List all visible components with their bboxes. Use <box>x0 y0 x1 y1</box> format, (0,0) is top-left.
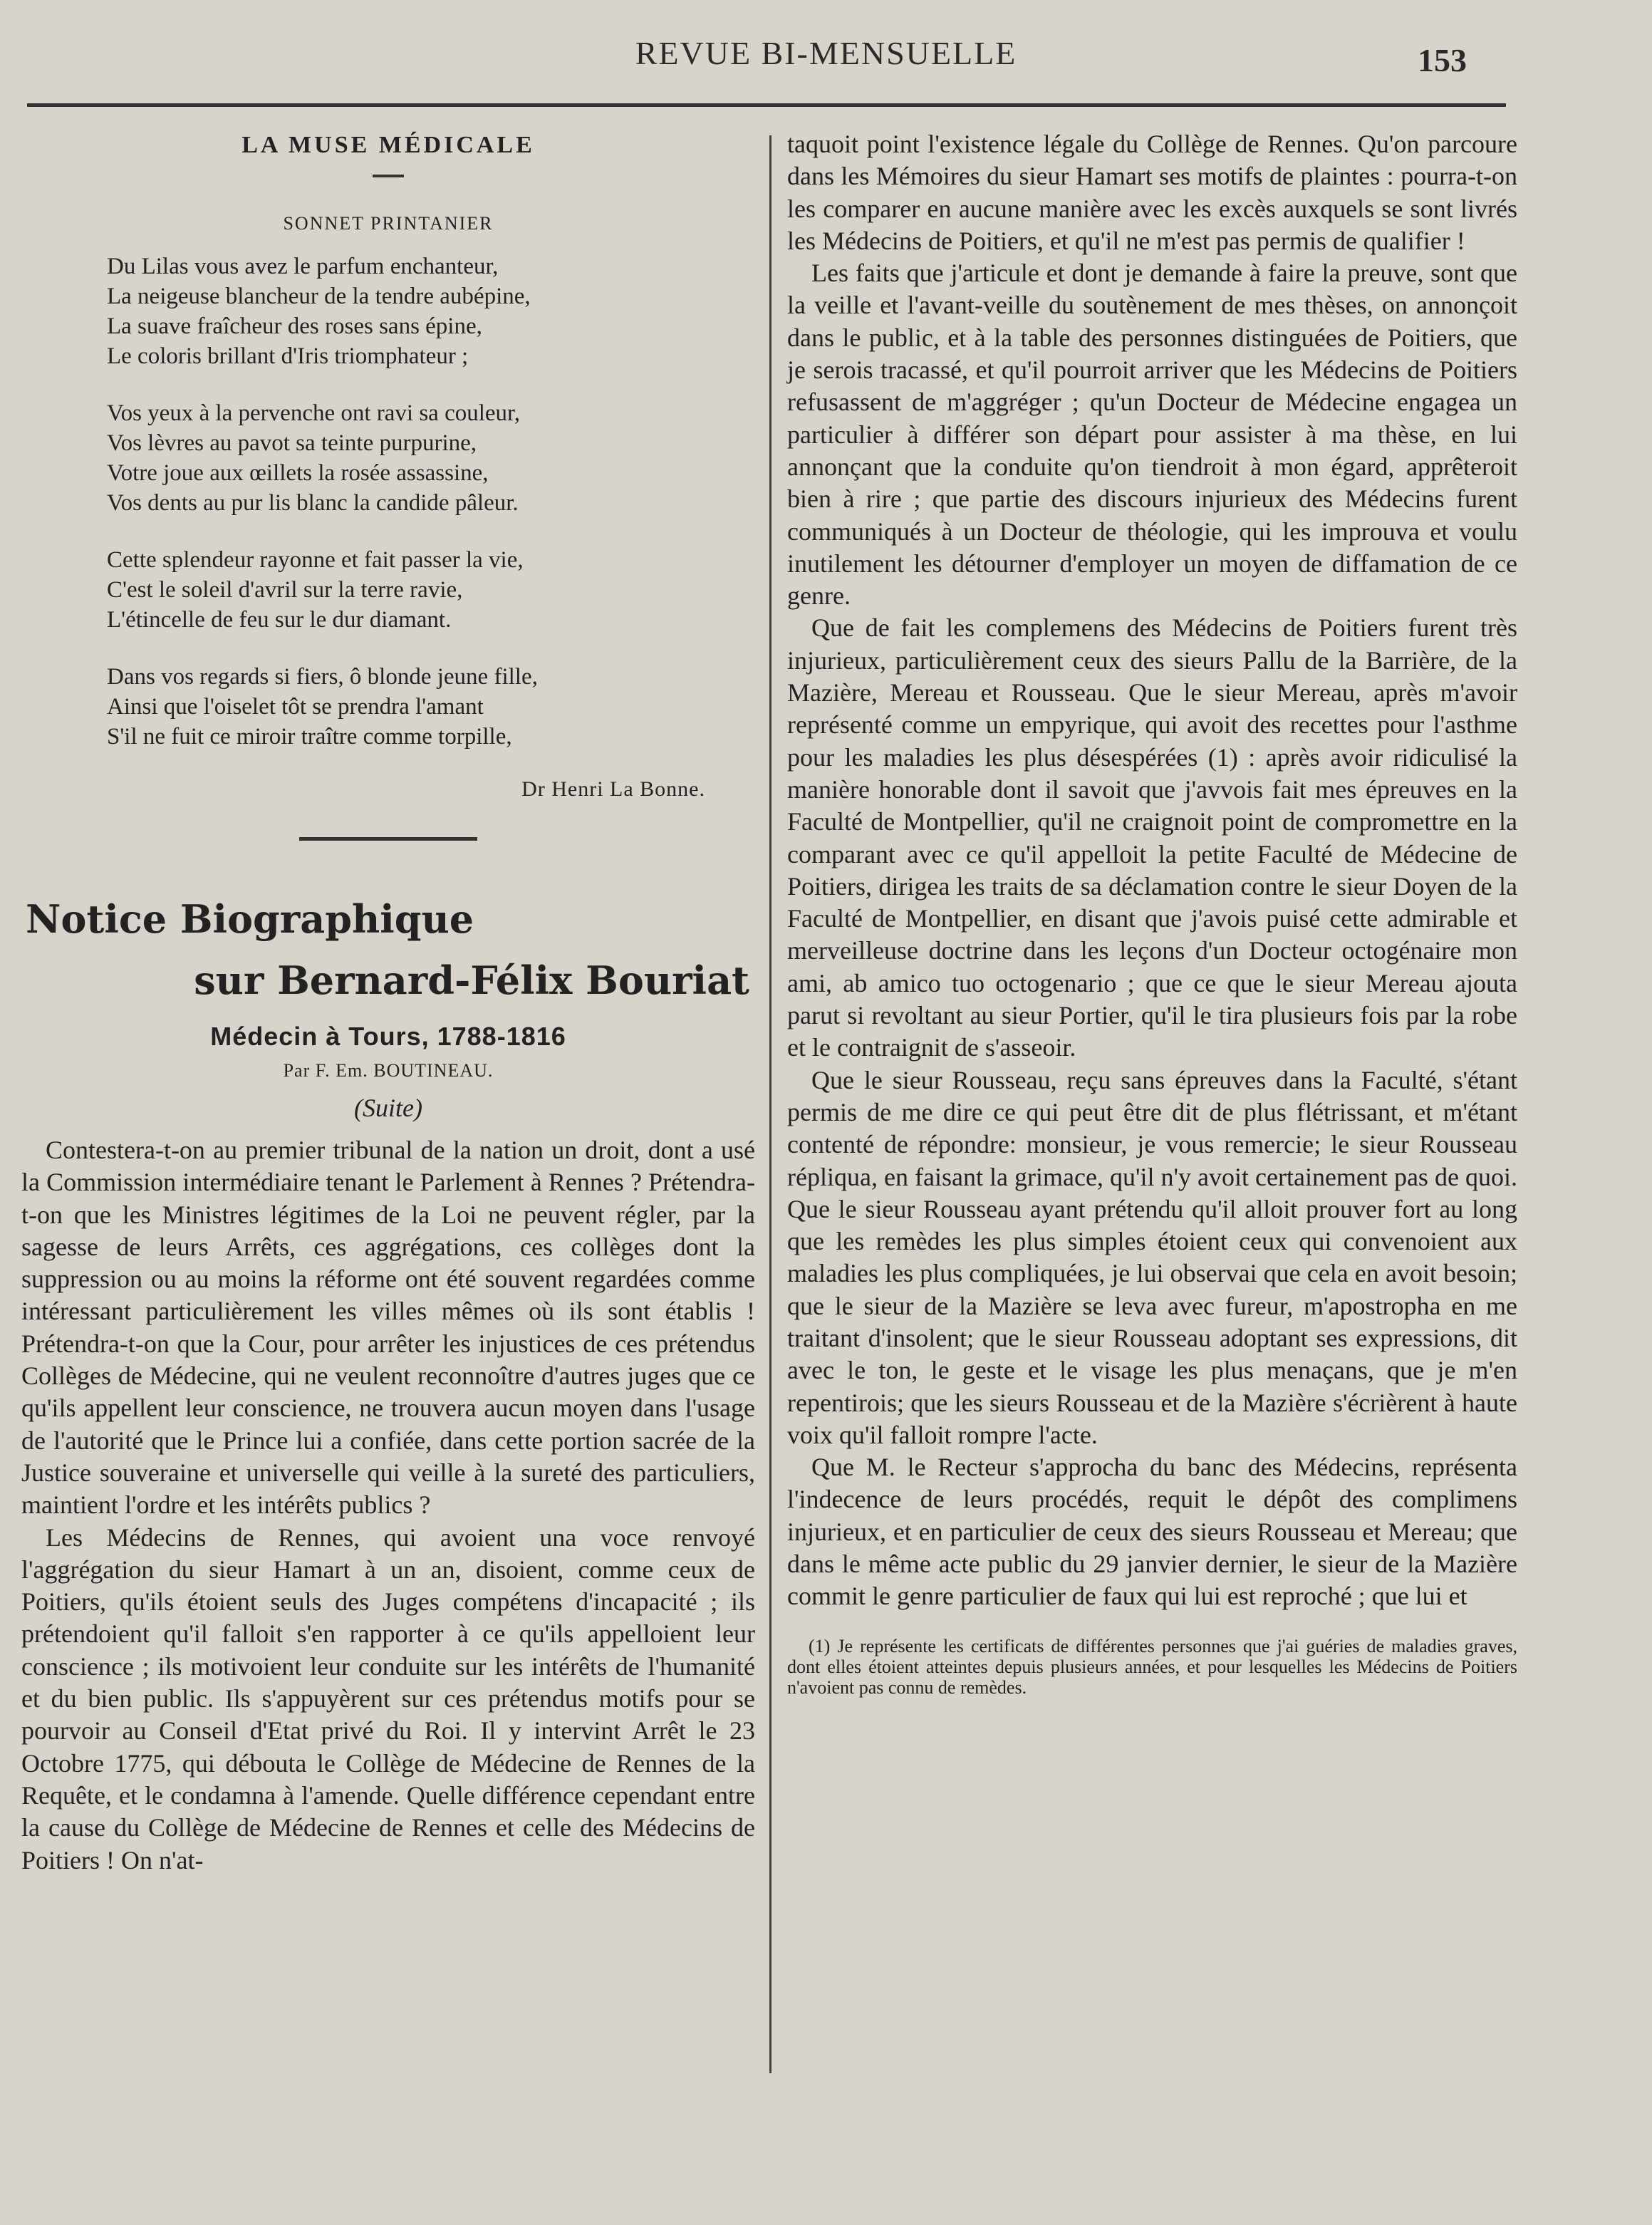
article-subtitle: Médecin à Tours, 1788-1816 <box>210 1022 566 1051</box>
verse-line: Vos yeux à la pervenche ont ravi sa couleur, <box>107 400 520 426</box>
body-paragraph: Contestera-t-on au premier tribunal de la nation un droit, dont a usé la Commission intermédiaire tenant le Parlement à Rennes ? Prétendra-t-on que les Ministres légitimes de la Loi ne peuvent régler, par la sagesse de leurs Arrêts, ces aggrégations, ces collèges dont la suppression ou au moins la réforme ont été souvent regardées comme intéressant particulièrement les villes mêmes où ils sont établis ! Prétendra-t-on que la Cour, pour arrêter les injustices de ces prétendus Collèges de Médecine, qui ne veulent reconnoître d'autres juges que ce qu'ils appellent leur conscience, ne trouvera aucun moyen dans l'usage de l'autorité que le Prince lui a confiée, dans cette portion sacrée de la Justice souveraine et universelle qui veille à la sureté des particuliers, maintient l'ordre et les intérêts publics ? <box>21 1136 755 1520</box>
verse-line: C'est le soleil d'avril sur la terre ravie, <box>107 577 463 603</box>
continuation-note: (Suite) <box>354 1094 422 1122</box>
article-heading-line-1: Notice Biographique <box>26 896 474 942</box>
verse-line: L'étincelle de feu sur le dur diamant. <box>107 607 452 633</box>
header-rule <box>27 103 1506 107</box>
body-paragraph: Les faits que j'articule et dont je demande à faire la preuve, sont que la veille et l'avant-veille du soutènement de mes thèses, on annonçoit dans le public, et à la table des personnes distinguées de Poitiers, que je serois tracassé, et qu'il pourroit arriver que les Médecins de Poitiers refusassent de m'aggréger ; qu'un Docteur de Médecine engagea un particulier à différer son départ pour assister à ma thèse, en lui annonçant que la conduite qu'on tiendroit à mon égard, apprêteroit bien à rire ; que partie des discours injurieux des Médecins furent communiqués à un Docteur de théologie, qui les improuva et voulu inutilement les détourner d'employer un moyen de diffamation de ce genre. <box>787 259 1517 611</box>
article-heading-line-2: sur Bernard-Félix Bouriat <box>194 958 749 1003</box>
verse-line: Vos dents au pur lis blanc la candide pâleur. <box>107 490 519 516</box>
body-paragraph: Que M. le Recteur s'approcha du banc des Médecins, représenta l'indecence de leurs procédés, requit le dépôt des complimens injurieux, et en particulier de ceux des sieurs Rousseau et Mereau; que dans le même acte public du 29 janvier dernier, le sieur de la Mazière commit le genre particulier de faux qui lui est reproché ; que lui et <box>787 1453 1517 1611</box>
body-paragraph: taquoit point l'existence légale du Collège de Rennes. Qu'on parcoure dans les Mémoires du sieur Hamart ses motifs de plaintes : pourra-t-on les comparer en aucune manière avec les excès auxquels se sont livrés les Médecins de Poitiers, et qu'il ne m'est pas permis de qualifier ! <box>787 130 1517 255</box>
verse-line: Le coloris brillant d'Iris triomphateur ; <box>107 343 469 369</box>
sonnet-stanza <box>107 545 755 635</box>
sonnet-title: SONNET PRINTANIER <box>283 213 494 234</box>
poem-signature: Dr Henri La Bonne. <box>521 777 705 801</box>
sonnet-stanza <box>107 662 755 752</box>
left-column <box>21 128 755 1877</box>
verse-line: Ainsi que l'oiselet tôt se prendra l'amant <box>107 694 484 720</box>
body-paragraph: Les Médecins de Rennes, qui avoient una voce renvoyé l'aggrégation du sieur Hamart à un an, disoient, comme ceux de Poitiers, qu'ils étoient seuls des Juges compétens d'incapacité ; ils prétendoient qu'il falloit s'en rapporter à ce qu'ils appelloient leur conscience ; ils motivoient leur conduite sur les intérêts de l'humanité et du bien public. Ils s'appuyèrent sur ces prétendus motifs pour se pourvoir au Conseil d'Etat privé du Roi. Il y intervint Arrêt le 23 Octobre 1775, qui débouta le Collège de Médecine de Rennes de la Requête, et le condamna à l'amende. Quelle différence cependant entre la cause du Collège de Médecine de Rennes et celle des Médecins de Poitiers ! On n'at- <box>21 1523 755 1874</box>
footnote: (1) Je représente les certificats de différentes personnes que j'ai guéries de maladies graves, dont elles étoient atteintes depuis plusieurs années, et pour lesquelles les Médecins de Poitiers n'avoient pas connu de remèdes. <box>787 1635 1517 1698</box>
verse-line: La neigeuse blancheur de la tendre aubépine, <box>107 284 531 309</box>
verse-line: Votre joue aux œillets la rosée assassine, <box>107 460 489 486</box>
section-title: LA MUSE MÉDICALE <box>241 132 535 158</box>
column-divider <box>769 135 772 2073</box>
sonnet-stanza <box>107 398 755 518</box>
verse-line: S'il ne fuit ce miroir traître comme torpille, <box>107 724 512 750</box>
body-paragraph: Que de fait les complemens des Médecins de Poitiers furent très injurieux, particulièrement ceux des sieurs Pallu de la Barrière, de la Mazière, Mereau et Rousseau. Que le sieur Mereau, après m'avoir représenté comme un empyrique, qui avoit des recettes pour l'asthme pour les maladies les plus désespérées (1) : après avoir ridiculisé la manière honorable dont il savoit que j'avvois fait mes épreuves en la Faculté de Montpellier, qu'il ne craignoit point de compromettre en la comparant avec ce qu'il appelloit la petite Faculté de Médecine de Poitiers, dirigea les traits de sa déclamation contre le sieur Doyen de la Faculté de Montpellier, en disant que j'avois puisé cette admirable et merveilleuse doctrine dans les leçons d'un Docteur octogénaire mon ami, ab amico tuo octogenario ; que ce que le sieur Mereau ajouta parut si revoltant au sieur Portier, qu'il le tira plusieurs fois par la robe et le contraignit de s'asseoir. <box>787 613 1517 1062</box>
verse-line: Vos lèvres au pavot sa teinte purpurine, <box>107 430 477 456</box>
running-header: REVUE BI-MENSUELLE <box>635 35 1017 71</box>
title-dash <box>373 175 404 177</box>
verse-line: Cette splendeur rayonne et fait passer la vie, <box>107 547 524 573</box>
verse-line: Dans vos regards si fiers, ô blonde jeune fille, <box>107 664 538 690</box>
verse-line: Du Lilas vous avez le parfum enchanteur, <box>107 254 499 279</box>
sonnet-stanza <box>107 251 755 371</box>
verse-line: La suave fraîcheur des roses sans épine, <box>107 313 482 339</box>
section-separator <box>299 837 477 841</box>
body-paragraph: Que le sieur Rousseau, reçu sans épreuves dans la Faculté, s'étant permis de me dire ce qui peut être dit de plus flétrissant, et m'étant contenté de répondre: monsieur, je vous remercie; le sieur Rousseau répliqua, en faisant la grimace, qu'il n'y avoit certainement pas de quoi. Que le sieur Rousseau ayant prétendu qu'il alloit prouver fort au long que les remèdes les plus simples étoient ceux qui convenoient aux maladies les plus compliquées, je lui observai que cela en avoit besoin; que le sieur de la Mazière se leva avec fureur, m'apostropha en me traitant d'insolent; que le sieur Rousseau adoptant ses expressions, dit avec le ton, le geste et le visage les plus menaçans, que je m'en repentirois; que les sieurs Rousseau et de la Mazière s'écrièrent à haute voix qu'il falloit rompre l'acte. <box>787 1065 1517 1449</box>
right-column <box>787 128 1517 1698</box>
page-number: 153 <box>1418 42 1467 78</box>
article-author: Par F. Em. BOUTINEAU. <box>283 1060 494 1081</box>
